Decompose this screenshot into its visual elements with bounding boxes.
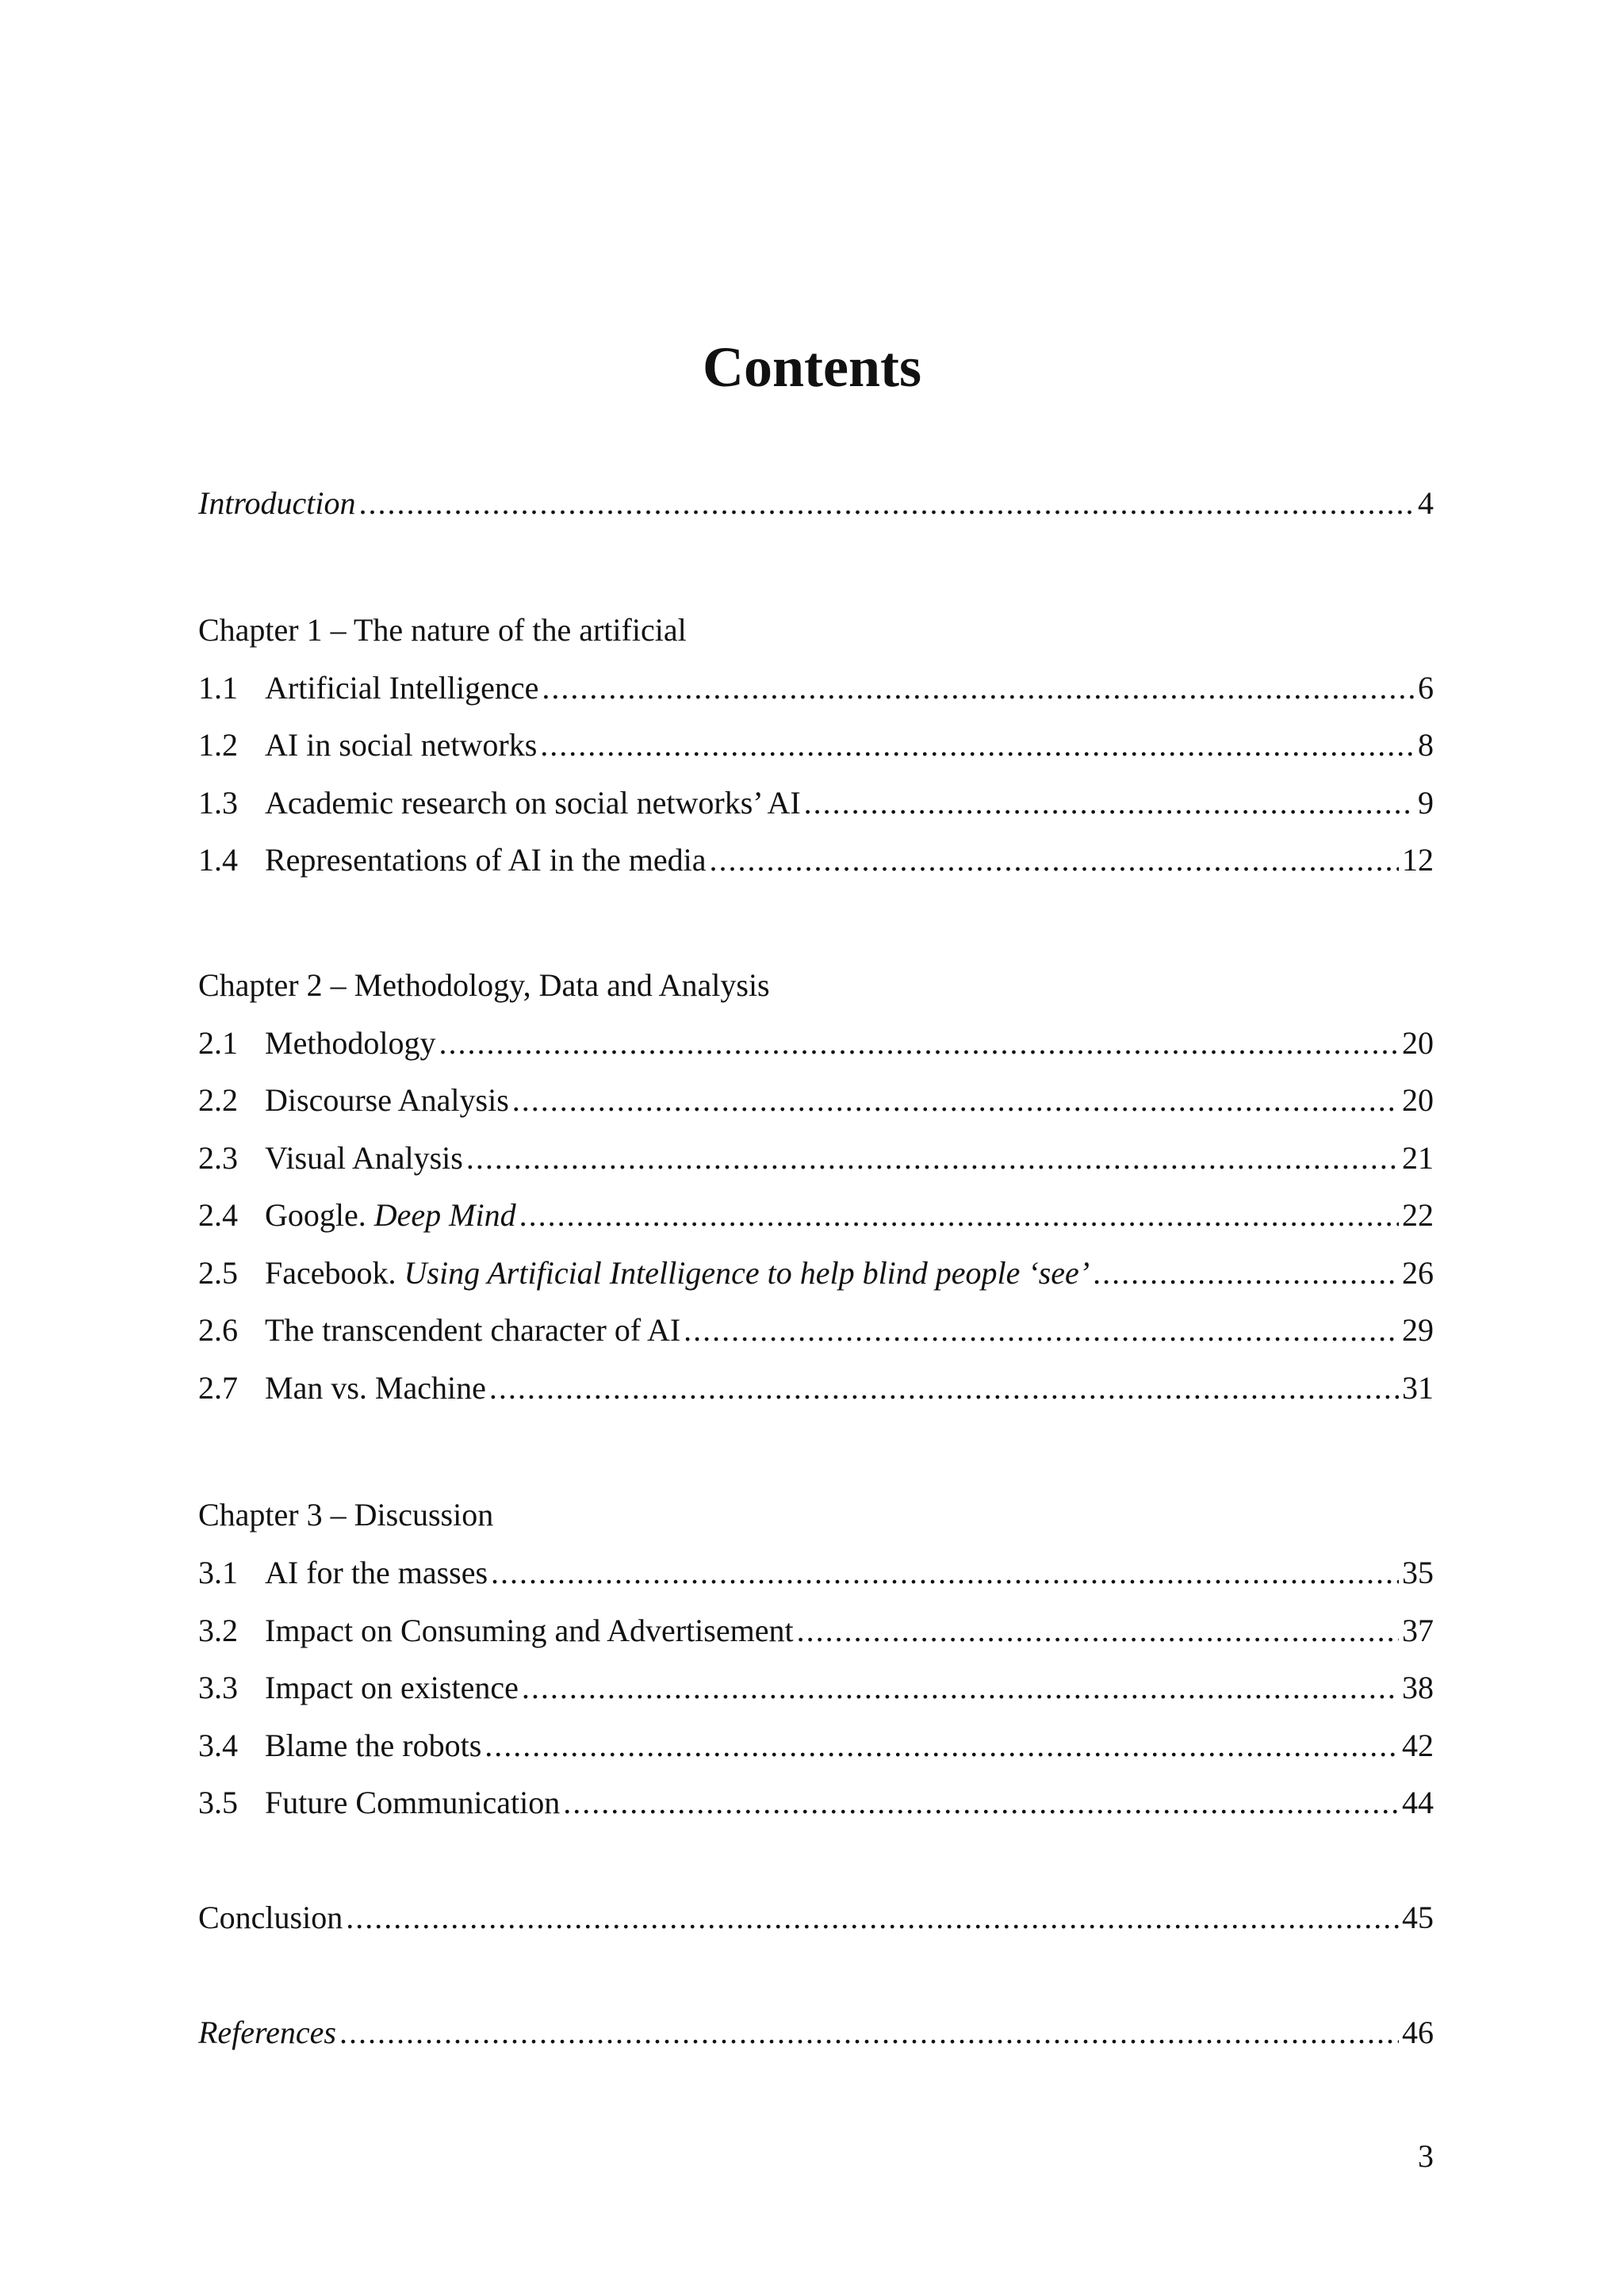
dot-leader (489, 1364, 1399, 1412)
toc-entry-label-plain: Google. (265, 1197, 366, 1233)
section-number: 1.4 (198, 842, 238, 878)
toc-page-number: 44 (1402, 1785, 1434, 1820)
section-number: 3.2 (198, 1613, 238, 1648)
toc-entry-3-3[interactable] (198, 1664, 1434, 1712)
toc-entry-label-italic: Using Artificial Intelligence to help blind people ‘see’ (404, 1255, 1090, 1291)
toc-entry-label: Representations of AI in the media (265, 842, 707, 878)
toc-entry-2-1[interactable] (198, 1020, 1434, 1067)
toc-entry-label: Impact on existence (265, 1670, 519, 1705)
section-number: 2.6 (198, 1312, 238, 1348)
dot-leader (710, 836, 1399, 884)
toc-entry-3-4[interactable] (198, 1722, 1434, 1770)
section-number: 1.3 (198, 785, 238, 821)
toc-page-number: 12 (1402, 842, 1434, 878)
dot-leader (804, 779, 1415, 827)
toc-page-number: 20 (1402, 1025, 1434, 1061)
section-number: 2.2 (198, 1082, 238, 1118)
toc-entry-label: Visual Analysis (265, 1140, 463, 1176)
dot-leader (542, 664, 1415, 712)
toc-entry-label: AI in social networks (265, 727, 538, 763)
toc-entry-3-5[interactable] (198, 1779, 1434, 1827)
toc-page-number: 6 (1418, 670, 1434, 706)
toc-page-number: 21 (1402, 1140, 1434, 1176)
section-number: 3.5 (198, 1785, 238, 1820)
section-number: 2.5 (198, 1255, 238, 1291)
dot-leader (359, 480, 1415, 527)
section-number: 2.4 (198, 1197, 238, 1233)
toc-page-number: 46 (1402, 2015, 1434, 2050)
toc-entry-label: Discourse Analysis (265, 1082, 509, 1118)
chapter-3-heading: Chapter 3 – Discussion (198, 1497, 494, 1533)
toc-entry-label (265, 1249, 1090, 1297)
toc-page-number: 29 (1402, 1312, 1434, 1348)
dot-leader (339, 2009, 1399, 2057)
toc-page-number: 26 (1402, 1255, 1434, 1291)
dot-leader (346, 1894, 1399, 1942)
dot-leader (519, 1192, 1399, 1239)
dot-leader (1093, 1249, 1399, 1297)
toc-entry-label: Artificial Intelligence (265, 670, 539, 706)
section-number: 2.1 (198, 1025, 238, 1061)
toc-page-number: 22 (1402, 1197, 1434, 1233)
toc-entry-label: Introduction (198, 485, 356, 521)
dot-leader (563, 1779, 1399, 1827)
section-number: 1.2 (198, 727, 238, 763)
toc-entry-2-2[interactable] (198, 1077, 1434, 1124)
dot-leader (797, 1607, 1399, 1655)
section-number: 2.3 (198, 1140, 238, 1176)
toc-entry-label: Future Communication (265, 1785, 561, 1820)
toc-page-number: 4 (1418, 485, 1434, 521)
toc-entry-label: AI for the masses (265, 1555, 488, 1590)
toc-entry-2-6[interactable] (198, 1307, 1434, 1354)
toc-entry-1-1[interactable] (198, 664, 1434, 712)
toc-entry-introduction[interactable] (198, 480, 1434, 527)
dot-leader (439, 1020, 1399, 1067)
section-number: 3.1 (198, 1555, 238, 1590)
toc-entry-3-2[interactable] (198, 1607, 1434, 1655)
toc-page-number: 38 (1402, 1670, 1434, 1705)
toc-entry-label: The transcendent character of AI (265, 1312, 681, 1348)
toc-entry-label-plain: Facebook. (265, 1255, 396, 1291)
toc-entry-2-7[interactable] (198, 1364, 1434, 1412)
dot-leader (491, 1549, 1399, 1597)
toc-entry-label: Impact on Consuming and Advertisement (265, 1613, 794, 1648)
section-number: 1.1 (198, 670, 238, 706)
toc-entry-2-3[interactable] (198, 1135, 1434, 1182)
toc-entry-1-4[interactable] (198, 836, 1434, 884)
toc-page-number: 31 (1402, 1370, 1434, 1406)
dot-leader (485, 1722, 1399, 1770)
toc-page-number: 20 (1402, 1082, 1434, 1118)
section-number: 3.4 (198, 1728, 238, 1763)
toc-entry-label: References (198, 2015, 336, 2050)
toc-entry-label: Conclusion (198, 1900, 343, 1935)
toc-entry-label: Blame the robots (265, 1728, 482, 1763)
toc-entry-conclusion[interactable] (198, 1894, 1434, 1942)
toc-entry-references[interactable] (198, 2009, 1434, 2057)
toc-page-number: 37 (1402, 1613, 1434, 1648)
dot-leader (540, 721, 1415, 769)
toc-page-number: 42 (1402, 1728, 1434, 1763)
toc-entry-label: Methodology (265, 1025, 436, 1061)
toc-entry-label-italic: Deep Mind (373, 1197, 516, 1233)
toc-entry-2-5[interactable] (198, 1249, 1434, 1297)
dot-leader (684, 1307, 1399, 1354)
toc-entry-label (265, 1192, 516, 1239)
toc-page-number: 8 (1418, 727, 1434, 763)
dot-leader (466, 1135, 1399, 1182)
toc-entry-label: Man vs. Machine (265, 1370, 486, 1406)
toc-entry-2-4[interactable] (198, 1192, 1434, 1239)
section-number: 3.3 (198, 1670, 238, 1705)
section-number: 2.7 (198, 1370, 238, 1406)
toc-entry-3-1[interactable] (198, 1549, 1434, 1597)
chapter-2-heading: Chapter 2 – Methodology, Data and Analysis (198, 967, 770, 1003)
dot-leader (522, 1664, 1399, 1712)
page-number-footer: 3 (1418, 2138, 1434, 2174)
toc-page-number: 35 (1402, 1555, 1434, 1590)
chapter-1-heading: Chapter 1 – The nature of the artificial (198, 612, 687, 648)
page-title: Contents (702, 335, 921, 399)
toc-page-number: 45 (1402, 1900, 1434, 1935)
toc-page-number: 9 (1418, 785, 1434, 821)
toc-entry-1-3[interactable] (198, 779, 1434, 827)
toc-entry-1-2[interactable] (198, 721, 1434, 769)
toc-entry-label: Academic research on social networks’ AI (265, 785, 801, 821)
dot-leader (512, 1077, 1399, 1124)
